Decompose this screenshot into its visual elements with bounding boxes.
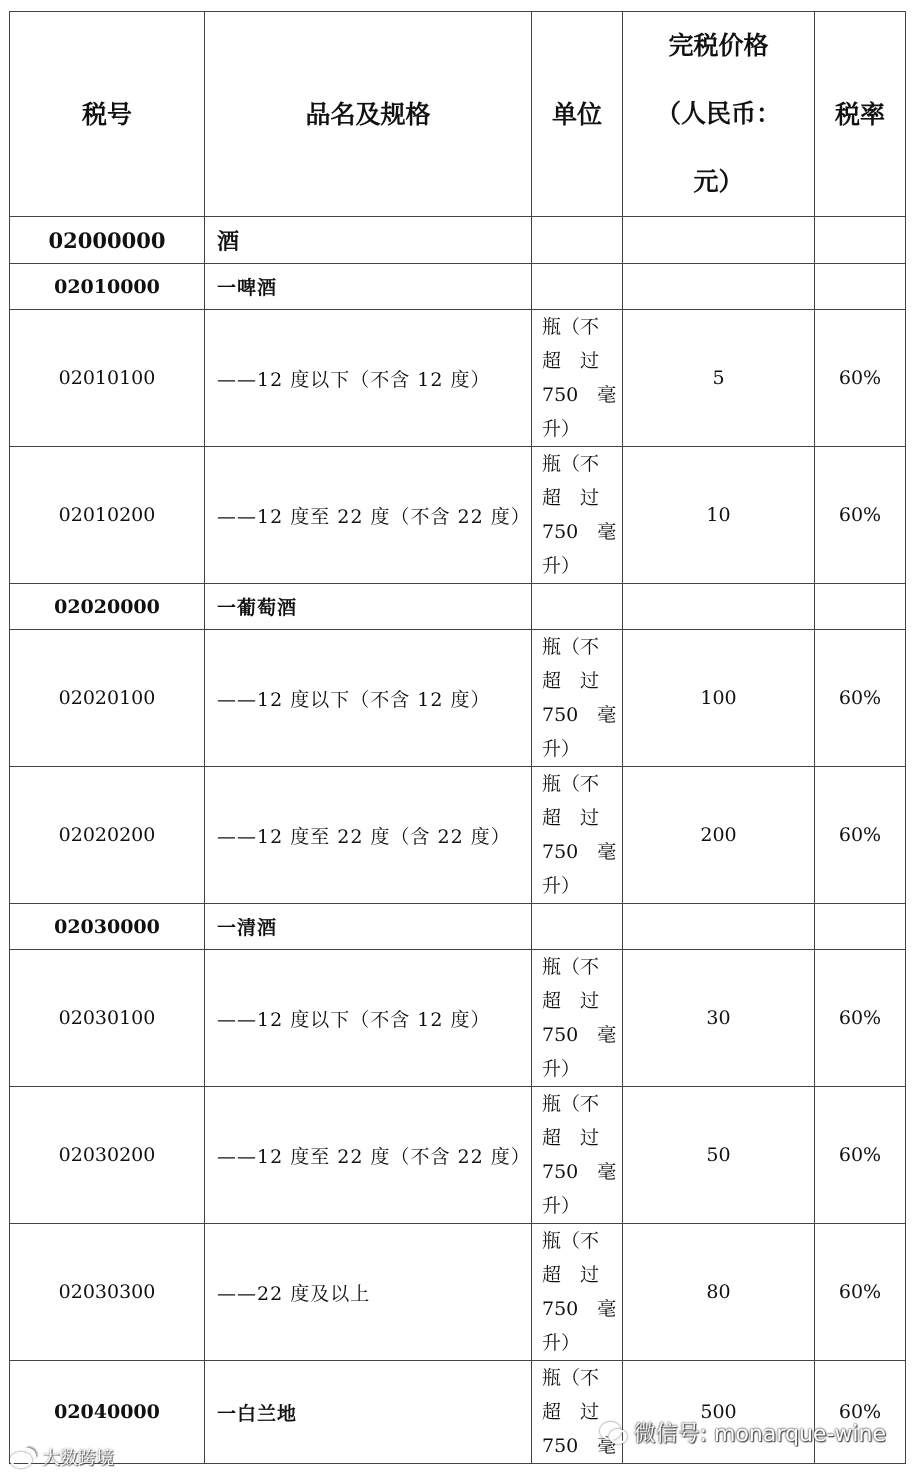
unit-line: 750 毫 <box>542 1298 617 1320</box>
table-row <box>10 630 906 767</box>
weibo-watermark-text: 大数跨境 <box>42 1448 114 1469</box>
unit-line: 750 毫 <box>542 1024 617 1046</box>
cell-unit <box>532 904 623 950</box>
wechat-icon <box>600 1422 626 1444</box>
cell-price: 500 <box>623 1361 815 1464</box>
cell-code: 02020200 <box>10 767 205 904</box>
cell-unit <box>532 310 623 447</box>
unit-line: 超 过 <box>542 1264 600 1286</box>
cell-rate: 60% <box>815 1087 906 1224</box>
header-price-line: 元） <box>693 167 744 196</box>
table-row <box>10 950 906 1087</box>
header-row <box>10 12 906 217</box>
cell-rate: 60% <box>815 447 906 584</box>
cell-code: 02010200 <box>10 447 205 584</box>
table-row <box>10 447 906 584</box>
weibo-icon <box>8 1448 38 1466</box>
header-unit: 单位 <box>532 12 623 217</box>
category-row <box>10 584 906 630</box>
cell-unit <box>532 217 623 264</box>
cell-unit <box>532 264 623 310</box>
cell-rate: 60% <box>815 310 906 447</box>
cell-name: 一白兰地 <box>205 1361 532 1464</box>
unit-line: 瓶（不 <box>542 453 600 475</box>
unit-line: 瓶（不 <box>542 773 600 795</box>
table-row <box>10 310 906 447</box>
unit-line: 750 毫 <box>542 841 617 863</box>
cell-name: ——12 度至 22 度（不含 22 度） <box>205 447 532 584</box>
unit-line: 超 过 <box>542 670 600 692</box>
cell-unit <box>532 630 623 767</box>
cell-code: 02010000 <box>10 264 205 310</box>
cell-rate: 60% <box>815 950 906 1087</box>
unit-line: 超 过 <box>542 350 600 372</box>
cell-code: 02000000 <box>10 217 205 264</box>
cell-price: 10 <box>623 447 815 584</box>
cell-price: 200 <box>623 767 815 904</box>
cell-rate <box>815 584 906 630</box>
cell-unit <box>532 767 623 904</box>
cell-unit <box>532 950 623 1087</box>
cell-rate: 60% <box>815 1361 906 1464</box>
unit-line: 瓶（不 <box>542 956 600 978</box>
unit-line: 瓶（不 <box>542 1093 600 1115</box>
header-rate: 税率 <box>815 12 906 217</box>
unit-line: 超 过 <box>542 1127 600 1149</box>
cell-code: 02030000 <box>10 904 205 950</box>
header-price-line: 完税价格 <box>668 31 769 60</box>
cell-name: ——12 度以下（不含 12 度） <box>205 310 532 447</box>
unit-line: 升） <box>542 1058 581 1080</box>
table-row <box>10 1361 906 1464</box>
weibo-watermark <box>8 1444 114 1470</box>
unit-line: 瓶（不 <box>542 316 600 338</box>
unit-line: 升） <box>542 418 581 440</box>
unit-line: 750 毫 <box>542 521 617 543</box>
wechat-watermark-text: 微信号: monarque-wine <box>633 1422 886 1447</box>
cell-price: 80 <box>623 1224 815 1361</box>
cell-rate <box>815 264 906 310</box>
cell-code: 02020100 <box>10 630 205 767</box>
cell-price <box>623 904 815 950</box>
cell-unit <box>532 1087 623 1224</box>
header-code: 税号 <box>10 12 205 217</box>
cell-price <box>623 264 815 310</box>
header-price <box>623 12 815 217</box>
cell-rate <box>815 217 906 264</box>
unit-line: 瓶（不 <box>542 1230 600 1252</box>
cell-rate: 60% <box>815 1224 906 1361</box>
cell-price <box>623 584 815 630</box>
cell-price: 5 <box>623 310 815 447</box>
tariff-table <box>9 11 906 1464</box>
cell-unit <box>532 584 623 630</box>
cell-price: 50 <box>623 1087 815 1224</box>
cell-name: 一啤酒 <box>205 264 532 310</box>
unit-line: 升） <box>542 1195 581 1217</box>
unit-line: 750 毫 <box>542 384 617 406</box>
cell-unit <box>532 447 623 584</box>
cell-name: ——12 度以下（不含 12 度） <box>205 630 532 767</box>
cell-code: 02040000 <box>10 1361 205 1464</box>
cell-unit <box>532 1224 623 1361</box>
cell-rate: 60% <box>815 630 906 767</box>
category-row <box>10 904 906 950</box>
cell-name: ——22 度及以上 <box>205 1224 532 1361</box>
unit-line: 升） <box>542 875 581 897</box>
cell-code: 02010100 <box>10 310 205 447</box>
unit-line: 升） <box>542 555 581 577</box>
cell-name: 一清酒 <box>205 904 532 950</box>
cell-price: 100 <box>623 630 815 767</box>
header-name: 品名及规格 <box>205 12 532 217</box>
cell-code: 02030100 <box>10 950 205 1087</box>
unit-line: 超 过 <box>542 807 600 829</box>
wechat-watermark <box>600 1417 886 1448</box>
cell-rate <box>815 904 906 950</box>
table-row <box>10 1087 906 1224</box>
unit-line: 瓶（不 <box>542 1367 600 1389</box>
cell-rate: 60% <box>815 767 906 904</box>
category-row <box>10 217 906 264</box>
unit-line: 超 过 <box>542 990 600 1012</box>
cell-name: ——12 度至 22 度（含 22 度） <box>205 767 532 904</box>
header-price-line: （人民币： <box>655 99 781 128</box>
cell-name: 酒 <box>205 217 532 264</box>
cell-unit <box>532 1361 623 1464</box>
cell-code: 02030200 <box>10 1087 205 1224</box>
category-row <box>10 264 906 310</box>
cell-code: 02020000 <box>10 584 205 630</box>
unit-line: 超 过 <box>542 487 600 509</box>
unit-line: 750 毫 <box>542 1161 617 1183</box>
unit-line: 瓶（不 <box>542 636 600 658</box>
cell-name: ——12 度至 22 度（不含 22 度） <box>205 1087 532 1224</box>
table-row <box>10 1224 906 1361</box>
unit-line: 升） <box>542 1332 581 1354</box>
unit-line: 750 毫 <box>542 704 617 726</box>
cell-name: 一葡萄酒 <box>205 584 532 630</box>
unit-line: 750 毫 <box>542 1435 617 1457</box>
cell-code: 02030300 <box>10 1224 205 1361</box>
cell-price <box>623 217 815 264</box>
cell-price: 30 <box>623 950 815 1087</box>
unit-line: 升） <box>542 738 581 760</box>
unit-line: 超 过 <box>542 1401 600 1423</box>
table-row <box>10 767 906 904</box>
cell-name: ——12 度以下（不含 12 度） <box>205 950 532 1087</box>
